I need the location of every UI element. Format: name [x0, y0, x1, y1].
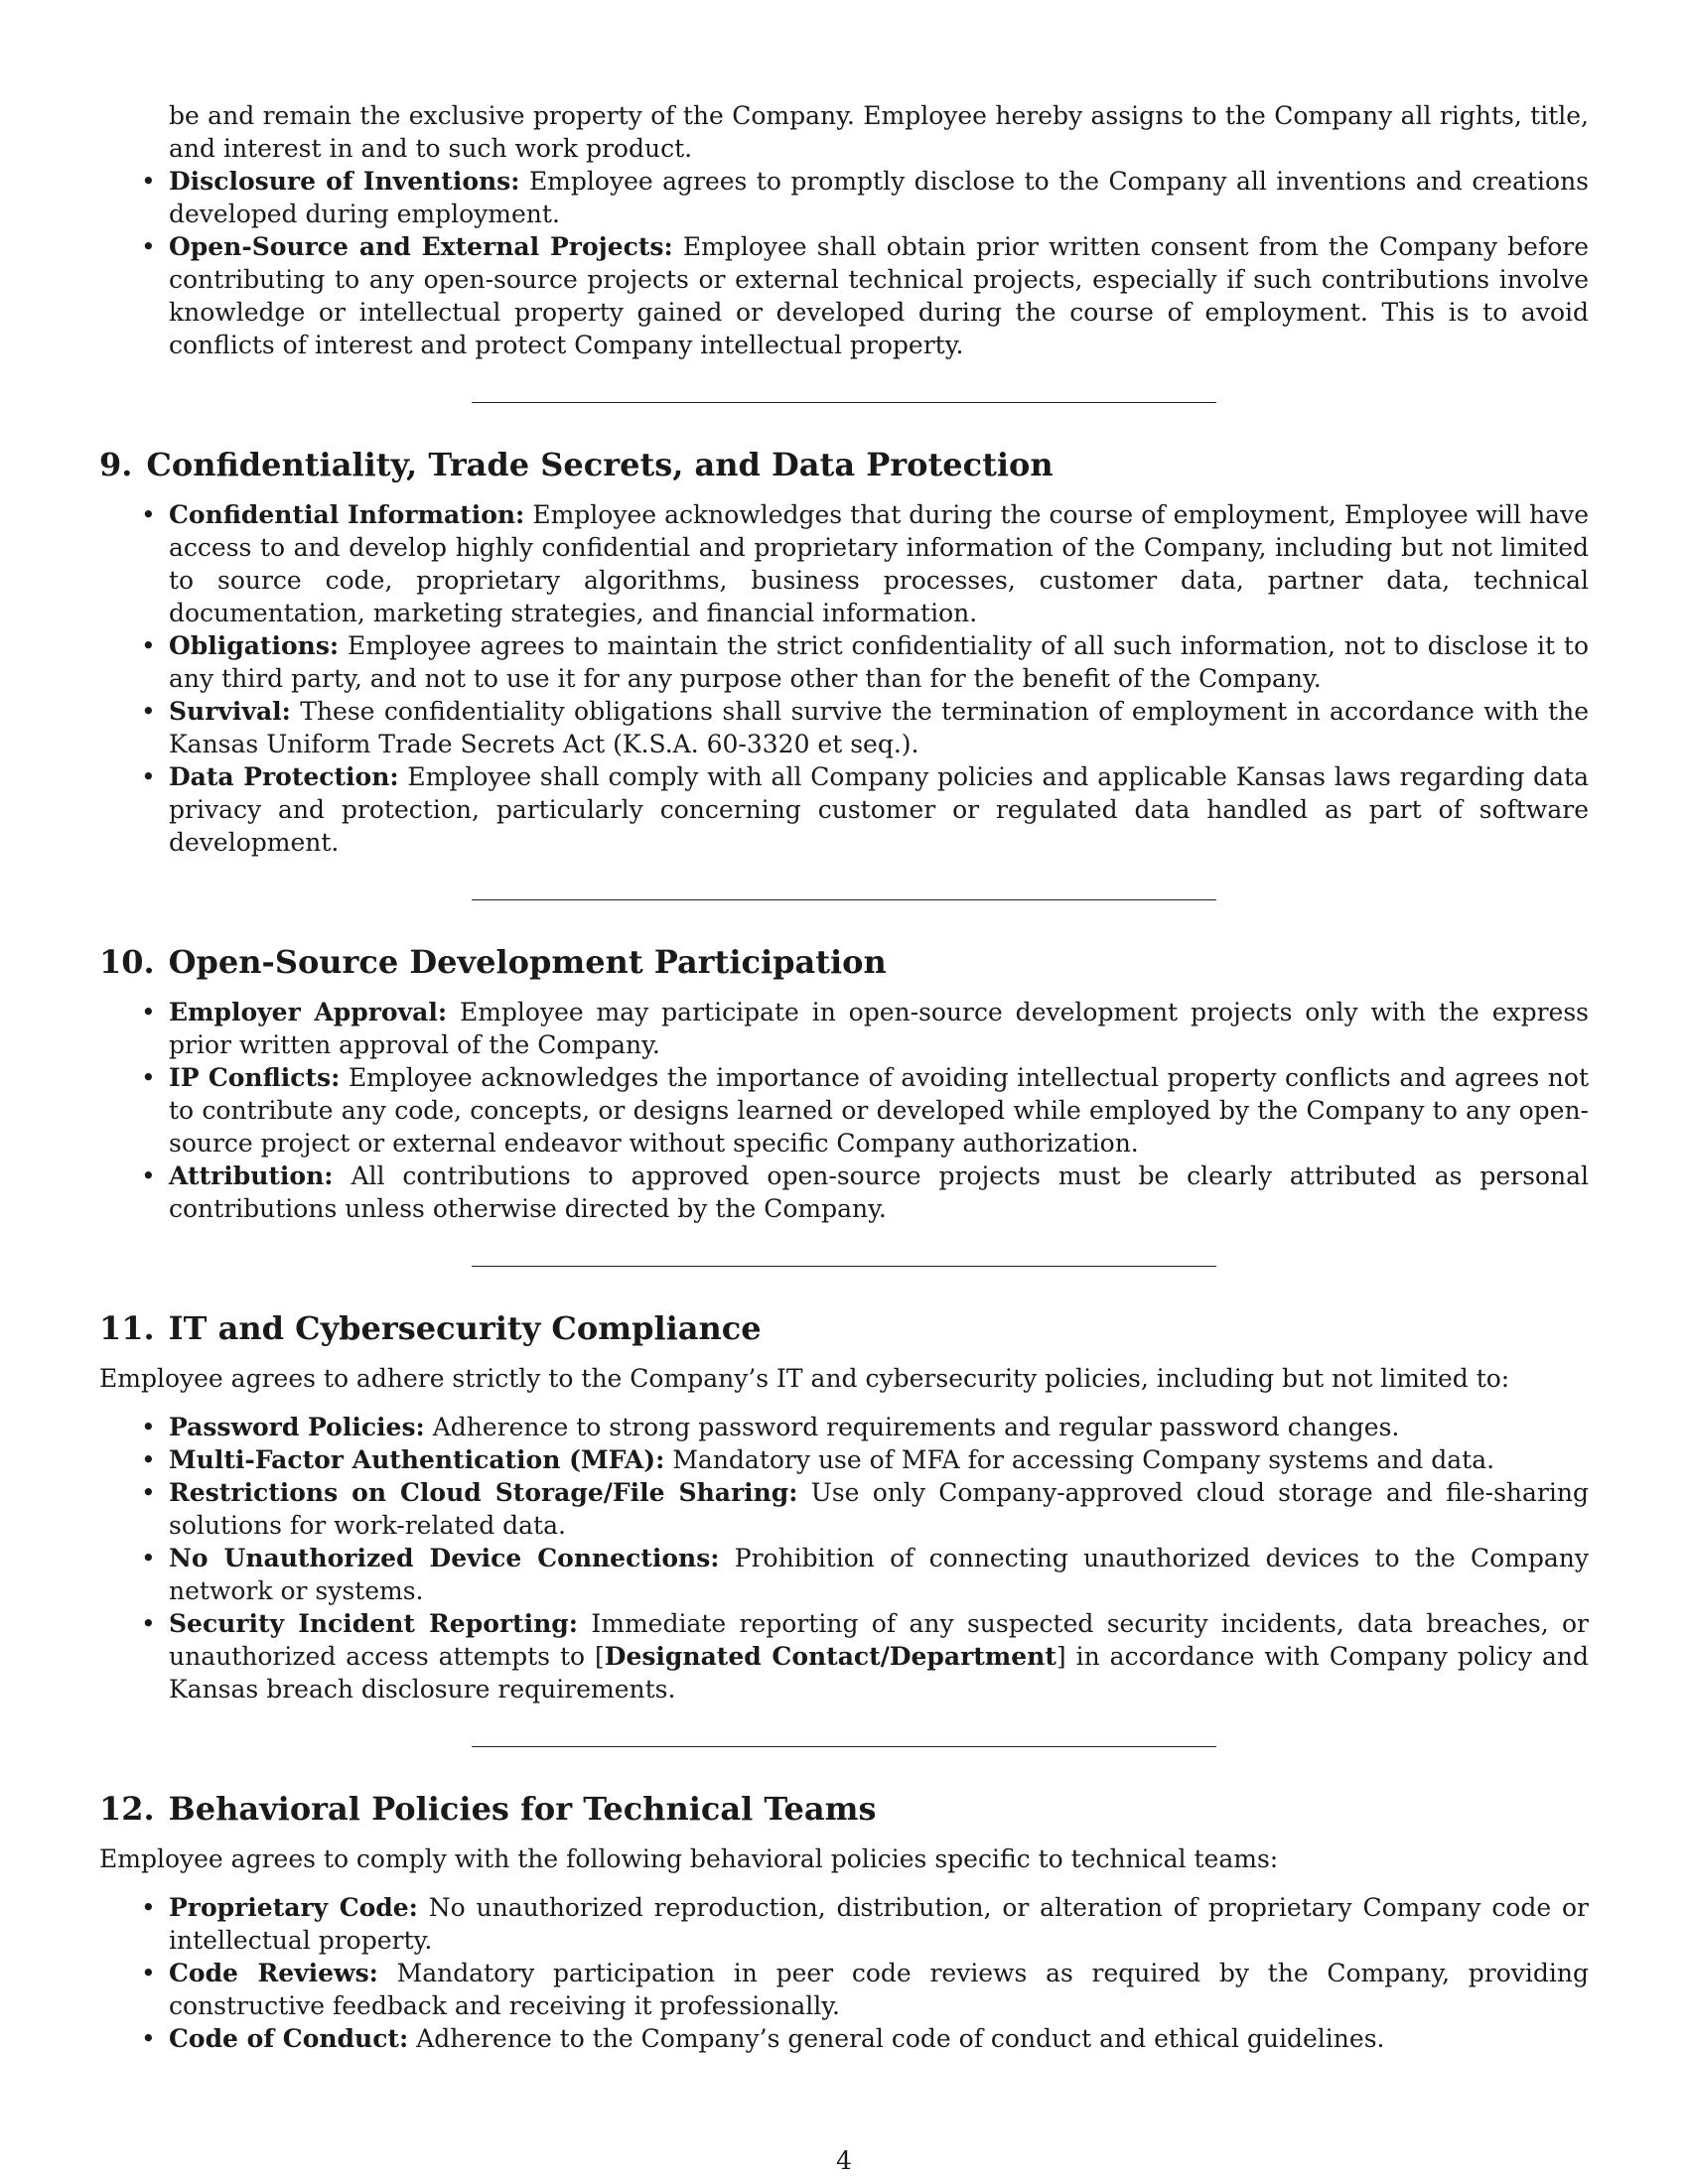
- item-text: Employee agrees to maintain the strict confidentiality of all such information, not to disclose it to any third party, and not to use it for any purpose other than for the benefit of the Company.: [169, 631, 1589, 693]
- item-text: No unauthorized reproduction, distribution, or alteration of proprietary Company code or intellectual property.: [169, 1893, 1590, 1955]
- item-text: These confidentiality obligations shall survive the termination of employment in accordance with the Kansas Uniform Trade Secrets Act (K.S.A. 60-3320 et seq.).: [169, 697, 1589, 758]
- section-title: Open-Source Development Participation: [168, 943, 887, 981]
- list-item: [99, 1542, 1589, 1607]
- list-item: [99, 1957, 1589, 2022]
- section-divider: [472, 899, 1216, 900]
- list-item: [99, 629, 1589, 695]
- section-title: Behavioral Policies for Technical Teams: [168, 1790, 877, 1828]
- item-text: ] in accordance with Company policy and Kansas breach disclosure requirements.: [169, 1642, 1589, 1704]
- section-12-intro: Employee agrees to comply with the following behavioral policies specific to technical teams:: [99, 1844, 1279, 1873]
- item-term: No Unauthorized Device Connections:: [169, 1544, 720, 1572]
- section-12-list: [99, 1891, 1589, 2055]
- list-item: [99, 230, 1589, 361]
- item-term: Code Reviews:: [169, 1959, 378, 1987]
- item-term: Security Incident Reporting:: [169, 1609, 578, 1638]
- list-item: [99, 1411, 1589, 1443]
- section-title: IT and Cybersecurity Compliance: [168, 1309, 762, 1347]
- item-term: Data Protection:: [169, 762, 399, 791]
- item-text: Mandatory use of MFA for accessing Company systems and data.: [672, 1445, 1495, 1474]
- section-8-list: [99, 165, 1589, 361]
- item-text: Employee may participate in open-source development projects only with the express prior written approval of the Company.: [169, 998, 1589, 1059]
- section-divider: [472, 1746, 1216, 1747]
- item-term: Open-Source and External Projects:: [169, 232, 673, 261]
- item-text: Mandatory participation in peer code reviews as required by the Company, providing constructive feedback and receiving it professionally.: [169, 1959, 1589, 2020]
- section-9-list: [99, 498, 1589, 859]
- item-text: Immediate reporting of any suspected security incidents, data breaches, or unauthorized access attempts to [: [169, 1609, 1590, 1671]
- item-term: Confidential Information:: [169, 500, 525, 529]
- list-item: [99, 1443, 1589, 1476]
- list-item: [99, 1061, 1589, 1160]
- item-term: Disclosure of Inventions:: [169, 167, 520, 196]
- item-term: Password Policies:: [169, 1413, 425, 1441]
- list-item: [99, 1891, 1589, 1957]
- section-number: 12.: [99, 1790, 155, 1828]
- section-12-heading: [99, 1789, 1589, 1829]
- section-number: 9.: [99, 446, 133, 483]
- item-text: Employee shall obtain prior written consent from the Company before contributing to any open-source projects or external technical projects, especially if such contributions involve knowledge or intellectual property gained or developed during the course of employment. This is to avoid conflicts of interest and protect Company intellectual property.: [169, 232, 1590, 359]
- list-item: [99, 1607, 1589, 1706]
- section-9-heading: [99, 445, 1589, 484]
- item-text: Employee acknowledges the importance of avoiding intellectual property conflicts and agrees not to contribute any code, concepts, or designs learned or developed while employed by the Company to any open-source project or external endeavor without specific Company authorization.: [169, 1063, 1589, 1158]
- section-11-intro: Employee agrees to adhere strictly to the Company’s IT and cybersecurity policies, including but not limited to:: [99, 1364, 1510, 1393]
- list-item: [99, 165, 1589, 230]
- continuation-paragraph: be and remain the exclusive property of the Company. Employee hereby assigns to the Company all rights, title, and interest in and to such work product.: [169, 101, 1589, 163]
- section-10-heading: [99, 942, 1589, 982]
- item-text: Prohibition of connecting unauthorized devices to the Company network or systems.: [169, 1544, 1589, 1605]
- item-term: Code of Conduct:: [169, 2024, 409, 2053]
- document-page: [99, 99, 1589, 2055]
- list-item: [99, 2022, 1589, 2055]
- section-title: Confidentiality, Trade Secrets, and Data Protection: [146, 446, 1054, 483]
- item-term: Proprietary Code:: [169, 1893, 418, 1922]
- section-number: 11.: [99, 1309, 155, 1347]
- item-term: Attribution:: [169, 1161, 334, 1190]
- section-11-list: [99, 1411, 1589, 1706]
- item-term: Multi-Factor Authentication (MFA):: [169, 1445, 665, 1474]
- item-text: Employee shall comply with all Company policies and applicable Kansas laws regarding data privacy and protection, particularly concerning customer or regulated data handled as part of software development.: [169, 762, 1590, 857]
- section-10-list: [99, 996, 1589, 1225]
- item-text: Employee agrees to promptly disclose to the Company all inventions and creations developed during employment.: [169, 167, 1590, 228]
- list-item: [99, 498, 1589, 629]
- section-11-heading: [99, 1308, 1589, 1348]
- list-item: [99, 996, 1589, 1061]
- list-item: [99, 1476, 1589, 1542]
- list-item: [99, 1160, 1589, 1225]
- section-divider: [472, 402, 1216, 403]
- item-term: IP Conflicts:: [169, 1063, 341, 1092]
- item-text: Use only Company-approved cloud storage and file-sharing solutions for work-related data.: [169, 1478, 1589, 1540]
- list-item: [99, 695, 1589, 760]
- item-text: Adherence to the Company’s general code of conduct and ethical guidelines.: [416, 2024, 1385, 2053]
- section-number: 10.: [99, 943, 155, 981]
- item-term: Survival:: [169, 697, 291, 726]
- item-text: All contributions to approved open-source projects must be clearly attributed as personal contributions unless otherwise directed by the Company.: [169, 1161, 1589, 1223]
- section-divider: [472, 1266, 1216, 1267]
- item-term: Employer Approval:: [169, 998, 448, 1026]
- item-text: Employee acknowledges that during the course of employment, Employee will have access to and develop highly confidential and proprietary information of the Company, including but not limited to source code, proprietary algorithms, business processes, customer data, partner data, technical documentation, marketing strategies, and financial information.: [169, 500, 1589, 627]
- list-item: [99, 760, 1589, 859]
- item-term: Obligations:: [169, 631, 340, 660]
- item-term: Restrictions on Cloud Storage/File Sharing:: [169, 1478, 798, 1507]
- item-text: Adherence to strong password requirements and regular password changes.: [432, 1413, 1400, 1441]
- placeholder-field: Designated Contact/Department: [604, 1642, 1056, 1671]
- page-number: 4: [836, 2146, 852, 2175]
